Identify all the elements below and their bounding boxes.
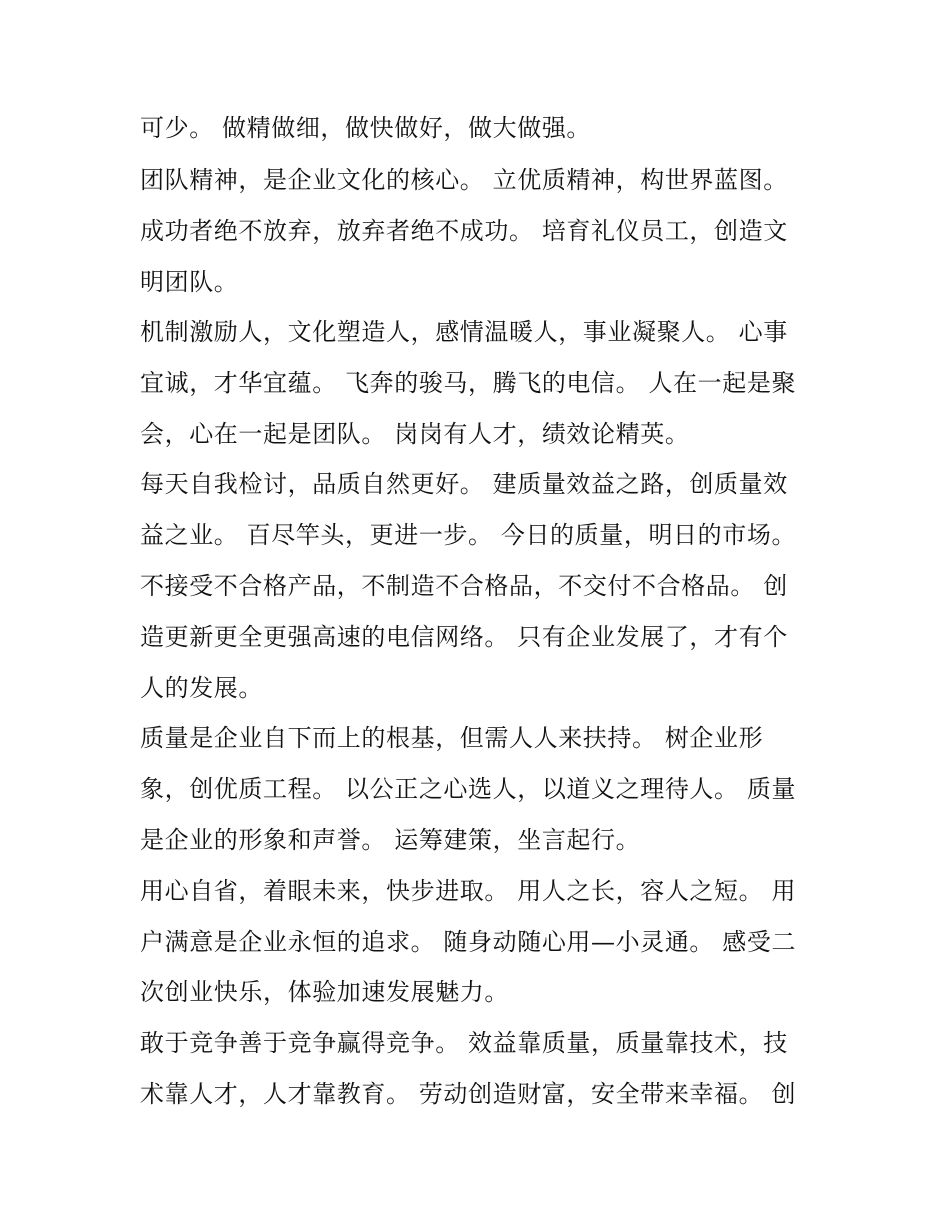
text-line: 会，心在一起是团队。 岗岗有人才，绩效论精英。 <box>140 420 690 448</box>
text-line: 益之业。 百尽竿头，更进一步。 今日的质量，明日的市场。 <box>140 521 797 549</box>
text-line: 每天自我检讨，品质自然更好。 建质量效益之路，创质量效 <box>140 470 788 498</box>
text-line: 成功者绝不放弃，放弃者绝不成功。 培育礼仪员工，创造文 <box>140 217 788 245</box>
text-line: 是企业的形象和声誉。 运筹建策，坐言起行。 <box>140 826 641 854</box>
text-line: 术靠人才，人才靠教育。 劳动创造财富，安全带来幸福。 创 <box>140 1080 797 1108</box>
text-line: 次创业快乐，体验加速发展魅力。 <box>140 978 509 1006</box>
text-line: 明团队。 <box>140 268 239 296</box>
text-line: 不接受不合格产品，不制造不合格品，不交付不合格品。 创 <box>140 572 788 600</box>
text-line: 宜诚，才华宜蕴。 飞奔的骏马，腾飞的电信。 人在一起是聚 <box>140 369 797 397</box>
text-line: 机制激励人，文化塑造人，感情温暖人，事业凝聚人。 心事 <box>140 318 788 346</box>
text-line: 用心自省，着眼未来，快步进取。 用人之长，容人之短。 用 <box>140 877 797 905</box>
text-line: 敢于竞争善于竞争赢得竞争。 效益靠质量，质量靠技术，技 <box>140 1029 788 1057</box>
text-line: 造更新更全更强高速的电信网络。 只有企业发展了，才有个 <box>140 623 788 651</box>
text-line: 质量是企业自下而上的根基，但需人人来扶持。 树企业形 <box>140 724 764 752</box>
text-line: 人的发展。 <box>140 674 263 702</box>
text-line: 可少。 做精做细，做快做好，做大做强。 <box>140 114 592 142</box>
text-line: 团队精神，是企业文化的核心。 立优质精神，构世界蓝图。 <box>140 166 788 194</box>
text-line: 象，创优质工程。 以公正之心选人，以道义之理待人。 质量 <box>140 775 797 803</box>
text-line: 户满意是企业永恒的追求。 随身动随心用—小灵通。 感受二 <box>140 928 797 956</box>
